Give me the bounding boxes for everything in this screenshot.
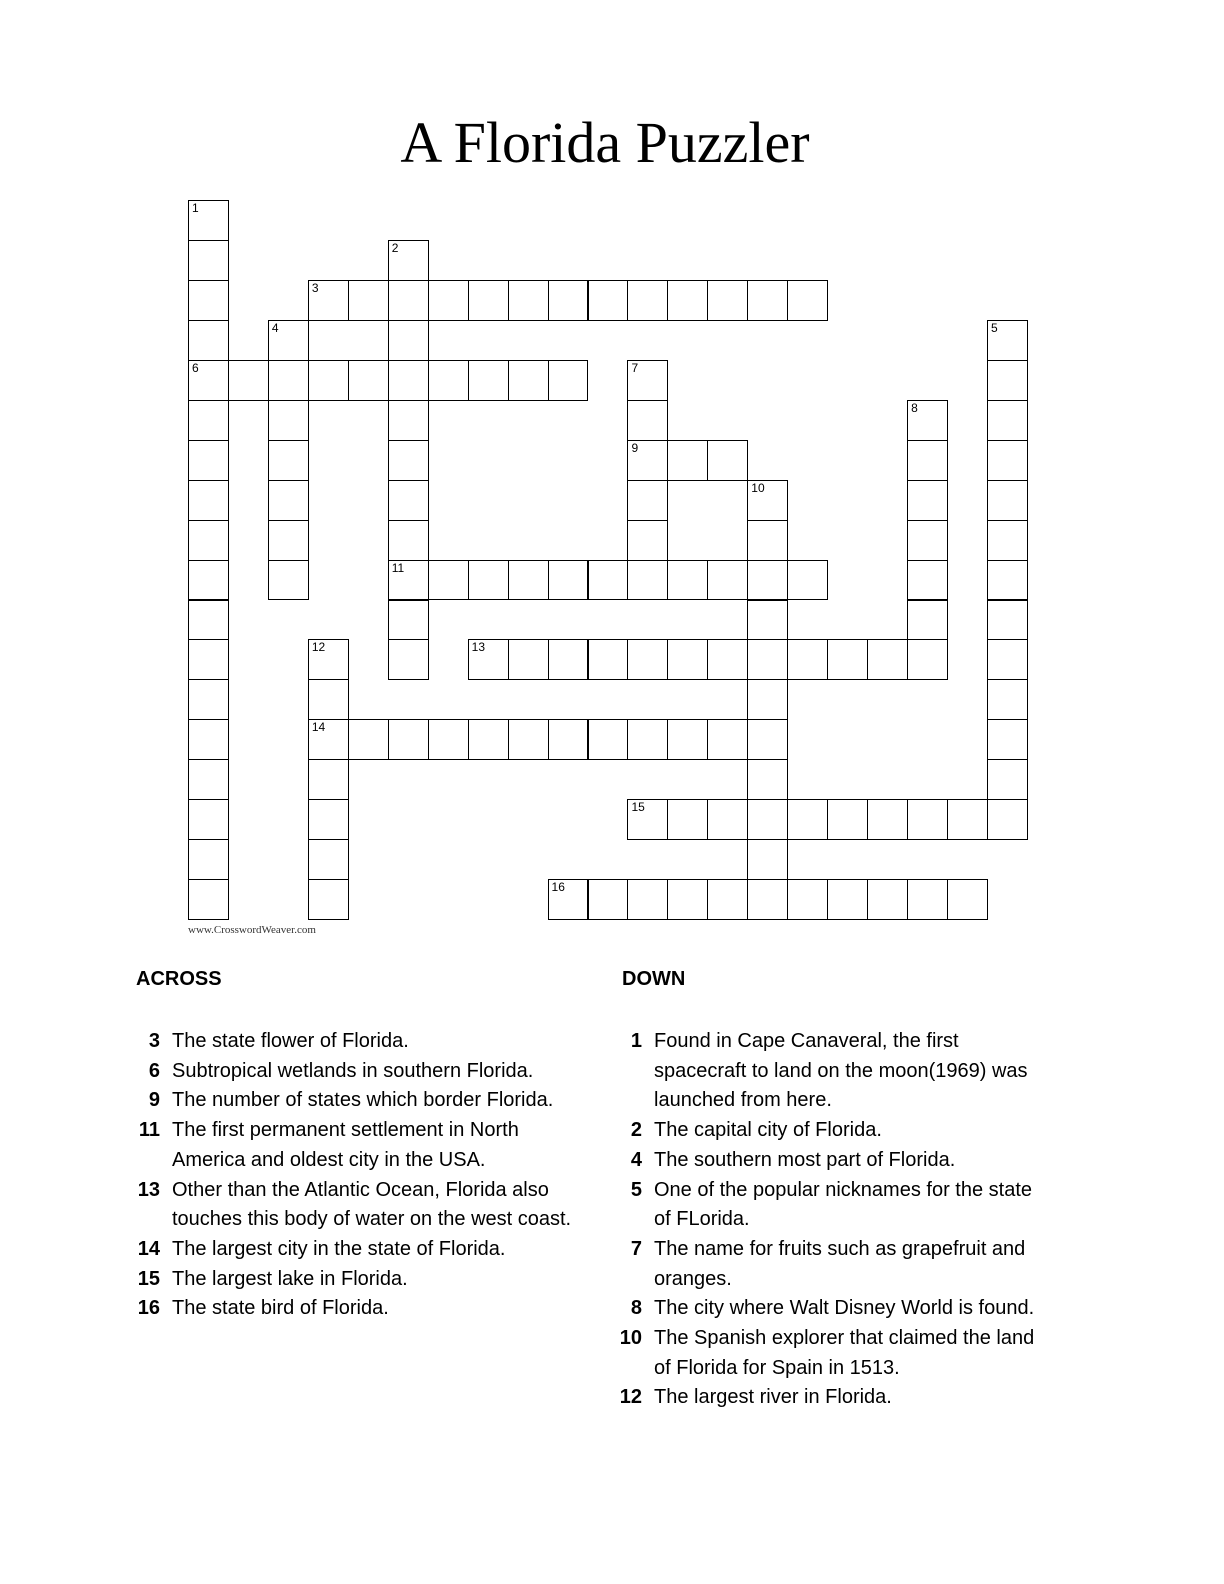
clue-text: The capital city of Florida. xyxy=(654,1119,882,1142)
grid-cell[interactable] xyxy=(188,480,229,521)
grid-cell[interactable] xyxy=(188,719,229,760)
grid-cell[interactable] xyxy=(787,799,828,840)
grid-cell[interactable] xyxy=(188,679,229,720)
grid-cell[interactable] xyxy=(747,679,788,720)
grid-cell[interactable] xyxy=(388,480,429,521)
grid-cell[interactable] xyxy=(228,360,269,401)
grid-cell[interactable] xyxy=(987,480,1028,521)
clue-number: 13 xyxy=(137,1178,160,1201)
grid-cell[interactable] xyxy=(468,280,509,321)
across-clue-list xyxy=(130,1027,590,1324)
grid-cell[interactable] xyxy=(787,560,828,601)
clue-text: The state bird of Florida. xyxy=(172,1297,389,1320)
clue-number: 15 xyxy=(137,1267,160,1290)
grid-cell[interactable] xyxy=(188,520,229,561)
grid-cell[interactable] xyxy=(508,639,549,680)
grid-cell[interactable] xyxy=(987,799,1028,840)
grid-cell[interactable] xyxy=(548,560,589,601)
grid-cell[interactable] xyxy=(348,360,389,401)
grid-cell[interactable] xyxy=(787,280,828,321)
credit-text: www.CrosswordWeaver.com xyxy=(188,924,316,936)
grid-cell[interactable] xyxy=(987,360,1028,401)
grid-cell[interactable] xyxy=(987,600,1028,641)
clue-number: 4 xyxy=(630,1148,642,1171)
grid-cell[interactable] xyxy=(588,280,629,321)
clue-text: The number of states which border Florida. xyxy=(172,1089,554,1112)
grid-cell[interactable] xyxy=(907,879,948,920)
clue-text: The largest city in the state of Florida. xyxy=(172,1237,506,1260)
grid-cell[interactable] xyxy=(987,560,1028,601)
clue-number-label: 10 xyxy=(751,480,765,495)
grid-cell[interactable] xyxy=(707,639,748,680)
clue-text: The largest lake in Florida. xyxy=(172,1267,408,1290)
grid-cell[interactable] xyxy=(627,360,668,401)
grid-cell[interactable] xyxy=(987,400,1028,441)
grid-cell[interactable] xyxy=(747,560,788,601)
grid-cell[interactable] xyxy=(627,520,668,561)
grid-cell[interactable] xyxy=(747,799,788,840)
grid-cell[interactable] xyxy=(308,759,349,800)
across-clue xyxy=(130,1027,590,1057)
grid-cell[interactable] xyxy=(907,440,948,481)
clue-number: 11 xyxy=(138,1119,160,1142)
grid-cell[interactable] xyxy=(747,600,788,641)
grid-cell[interactable] xyxy=(707,799,748,840)
grid-cell[interactable] xyxy=(268,520,309,561)
grid-cell[interactable] xyxy=(987,440,1028,481)
grid-cell[interactable] xyxy=(188,440,229,481)
grid-cell[interactable] xyxy=(388,240,429,281)
grid-cell[interactable] xyxy=(188,280,229,321)
clue-text: The name for fruits such as grapefruit and oranges. xyxy=(654,1237,1026,1290)
grid-cell[interactable] xyxy=(308,639,349,680)
grid-cell[interactable] xyxy=(987,320,1028,361)
across-clue xyxy=(130,1176,590,1235)
grid-cell[interactable] xyxy=(188,600,229,641)
clue-number: 12 xyxy=(619,1386,642,1409)
clue-number: 3 xyxy=(148,1030,160,1052)
clue-number-label: 11 xyxy=(391,560,405,575)
grid-cell[interactable] xyxy=(388,360,429,401)
grid-cell[interactable] xyxy=(548,879,589,920)
grid-cell[interactable] xyxy=(428,360,469,401)
clue-number: 1 xyxy=(630,1030,642,1052)
grid-cell[interactable] xyxy=(388,639,429,680)
grid-cell[interactable] xyxy=(188,759,229,800)
grid-cell[interactable] xyxy=(667,639,708,680)
grid-cell[interactable] xyxy=(268,480,309,521)
grid-cell[interactable] xyxy=(308,839,349,880)
grid-cell[interactable] xyxy=(508,560,549,601)
across-clue xyxy=(130,1294,590,1324)
grid-cell[interactable] xyxy=(588,879,629,920)
grid-cell[interactable] xyxy=(428,560,469,601)
down-clue xyxy=(612,1324,1052,1383)
down-clue-list xyxy=(612,1027,1052,1413)
clue-number-label: 8 xyxy=(911,400,918,415)
down-clue xyxy=(612,1383,1052,1413)
grid-cell[interactable] xyxy=(907,480,948,521)
grid-cell[interactable] xyxy=(867,639,908,680)
grid-cell[interactable] xyxy=(268,440,309,481)
clue-text: The state flower of Florida. xyxy=(172,1030,409,1052)
grid-cell[interactable] xyxy=(268,320,309,361)
grid-cell[interactable] xyxy=(987,679,1028,720)
down-heading: DOWN xyxy=(622,968,686,990)
down-clue xyxy=(612,1235,1052,1294)
grid-cell[interactable] xyxy=(747,839,788,880)
grid-cell[interactable] xyxy=(188,240,229,281)
grid-cell[interactable] xyxy=(747,520,788,561)
grid-cell[interactable] xyxy=(388,719,429,760)
clue-text: Other than the Atlantic Ocean, Florida also touches this body of water on the west coast. xyxy=(172,1178,572,1231)
grid-cell[interactable] xyxy=(388,520,429,561)
grid-cell[interactable] xyxy=(308,799,349,840)
grid-cell[interactable] xyxy=(707,879,748,920)
grid-cell[interactable] xyxy=(707,280,748,321)
grid-cell[interactable] xyxy=(707,560,748,601)
clue-text: Found in Cape Canaveral, the first spacecraft to land on the moon(1969) was launched from here. xyxy=(654,1030,1028,1112)
grid-cell[interactable] xyxy=(268,400,309,441)
grid-cell[interactable] xyxy=(588,639,629,680)
clue-text: The Spanish explorer that claimed the land of Florida for Spain in 1513. xyxy=(654,1327,1035,1379)
clue-text: One of the popular nicknames for the state of FLorida. xyxy=(654,1178,1032,1231)
grid-cell[interactable] xyxy=(627,400,668,441)
clue-number: 14 xyxy=(137,1237,160,1260)
down-clue xyxy=(612,1027,1052,1116)
grid-cell[interactable] xyxy=(627,560,668,601)
grid-cell[interactable] xyxy=(827,879,868,920)
grid-cell[interactable] xyxy=(188,799,229,840)
grid-cell[interactable] xyxy=(468,719,509,760)
page-title: A Florida Puzzler xyxy=(400,110,810,175)
clue-number-label: 16 xyxy=(551,880,565,895)
grid-cell[interactable] xyxy=(308,719,349,760)
grid-cell[interactable] xyxy=(667,879,708,920)
grid-cell[interactable] xyxy=(548,360,589,401)
grid-cell[interactable] xyxy=(747,280,788,321)
grid-cell[interactable] xyxy=(667,560,708,601)
grid-cell[interactable] xyxy=(508,719,549,760)
grid-cell[interactable] xyxy=(588,560,629,601)
grid-cell[interactable] xyxy=(627,480,668,521)
across-clue xyxy=(130,1116,590,1175)
grid-cell[interactable] xyxy=(468,639,509,680)
grid-cell[interactable] xyxy=(308,360,349,401)
clue-number: 7 xyxy=(630,1237,642,1260)
grid-cell[interactable] xyxy=(508,360,549,401)
grid-cell[interactable] xyxy=(388,600,429,641)
clue-text: The first permanent settlement in North America and oldest city in the USA. xyxy=(172,1119,519,1171)
clue-number-label: 14 xyxy=(311,720,326,735)
grid-cell[interactable] xyxy=(987,639,1028,680)
grid-cell[interactable] xyxy=(787,879,828,920)
grid-cell[interactable] xyxy=(188,560,229,601)
grid-cell[interactable] xyxy=(747,879,788,920)
clue-number-label: 5 xyxy=(991,320,998,335)
clue-text: The city where Walt Disney World is found. xyxy=(654,1297,1035,1320)
clue-text: The southern most part of Florida. xyxy=(654,1148,956,1171)
clue-number-label: 2 xyxy=(391,240,399,255)
grid-cell[interactable] xyxy=(747,480,788,521)
grid-cell[interactable] xyxy=(348,280,389,321)
down-clue xyxy=(612,1146,1052,1176)
clue-number-label: 15 xyxy=(631,800,645,815)
clue-number: 10 xyxy=(619,1327,642,1350)
grid-cell[interactable] xyxy=(907,560,948,601)
grid-cell[interactable] xyxy=(907,520,948,561)
grid-cell[interactable] xyxy=(188,320,229,361)
down-clue xyxy=(612,1294,1052,1324)
grid-cell[interactable] xyxy=(627,639,668,680)
grid-cell[interactable] xyxy=(508,280,549,321)
grid-cell[interactable] xyxy=(867,879,908,920)
grid-cell[interactable] xyxy=(388,320,429,361)
clue-number-label: 12 xyxy=(311,640,326,655)
grid-cell[interactable] xyxy=(548,280,589,321)
grid-cell[interactable] xyxy=(627,440,668,481)
grid-cell[interactable] xyxy=(867,799,908,840)
grid-cell[interactable] xyxy=(747,639,788,680)
across-clue xyxy=(130,1265,590,1295)
grid-cell[interactable] xyxy=(468,560,509,601)
across-clue xyxy=(130,1086,590,1116)
grid-cell[interactable] xyxy=(268,360,309,401)
grid-cell[interactable] xyxy=(468,360,509,401)
grid-cell[interactable] xyxy=(268,560,309,601)
grid-cell[interactable] xyxy=(388,560,429,601)
grid-cell[interactable] xyxy=(308,280,349,321)
grid-cell[interactable] xyxy=(188,360,229,401)
grid-cell[interactable] xyxy=(947,799,988,840)
clue-text: Subtropical wetlands in southern Florida. xyxy=(172,1059,534,1082)
grid-cell[interactable] xyxy=(627,799,668,840)
clue-number: 9 xyxy=(148,1089,160,1112)
clue-number: 16 xyxy=(137,1297,160,1320)
grid-cell[interactable] xyxy=(188,400,229,441)
grid-cell[interactable] xyxy=(388,280,429,321)
grid-cell[interactable] xyxy=(188,200,229,241)
clue-number: 5 xyxy=(630,1178,642,1201)
across-clue xyxy=(130,1057,590,1087)
grid-cell[interactable] xyxy=(907,639,948,680)
grid-cell[interactable] xyxy=(987,759,1028,800)
grid-cell[interactable] xyxy=(787,639,828,680)
grid-cell[interactable] xyxy=(548,639,589,680)
down-clue xyxy=(612,1116,1052,1146)
clue-number: 6 xyxy=(148,1059,160,1082)
grid-cell[interactable] xyxy=(627,879,668,920)
across-clue xyxy=(130,1235,590,1265)
grid-cell[interactable] xyxy=(827,639,868,680)
clue-number-label: 6 xyxy=(192,360,199,375)
grid-cell[interactable] xyxy=(308,679,349,720)
grid-cell[interactable] xyxy=(627,719,668,760)
grid-cell[interactable] xyxy=(348,719,389,760)
clue-number: 8 xyxy=(630,1297,642,1320)
clue-number-label: 7 xyxy=(631,360,639,375)
grid-cell[interactable] xyxy=(907,799,948,840)
grid-cell[interactable] xyxy=(308,879,349,920)
grid-cell[interactable] xyxy=(987,719,1028,760)
grid-cell[interactable] xyxy=(667,280,708,321)
grid-cell[interactable] xyxy=(188,839,229,880)
clue-text: The largest river in Florida. xyxy=(654,1386,892,1409)
grid-cell[interactable] xyxy=(707,719,748,760)
grid-cell[interactable] xyxy=(667,799,708,840)
grid-cell[interactable] xyxy=(827,799,868,840)
grid-cell[interactable] xyxy=(428,280,469,321)
grid-cell[interactable] xyxy=(747,759,788,800)
grid-cell[interactable] xyxy=(188,639,229,680)
grid-cell[interactable] xyxy=(388,440,429,481)
clue-number: 2 xyxy=(630,1119,642,1142)
grid-cell[interactable] xyxy=(667,440,708,481)
grid-cell[interactable] xyxy=(907,600,948,641)
grid-cell[interactable] xyxy=(388,400,429,441)
grid-cell[interactable] xyxy=(188,879,229,920)
down-clue xyxy=(612,1176,1052,1235)
grid-cell[interactable] xyxy=(588,719,629,760)
grid-cell[interactable] xyxy=(667,719,708,760)
grid-cell[interactable] xyxy=(707,440,748,481)
grid-cell[interactable] xyxy=(428,719,469,760)
across-heading: ACROSS xyxy=(136,968,222,990)
clue-number-label: 9 xyxy=(631,440,639,455)
grid-cell[interactable] xyxy=(947,879,988,920)
clue-number-label: 3 xyxy=(311,280,319,295)
clue-number-label: 4 xyxy=(271,320,279,335)
clue-number-label: 13 xyxy=(471,640,485,655)
grid-cell[interactable] xyxy=(987,520,1028,561)
grid-cell[interactable] xyxy=(907,400,948,441)
grid-cell[interactable] xyxy=(627,280,668,321)
clue-number-label: 1 xyxy=(192,201,199,215)
grid-cell[interactable] xyxy=(747,719,788,760)
grid-cell[interactable] xyxy=(548,719,589,760)
